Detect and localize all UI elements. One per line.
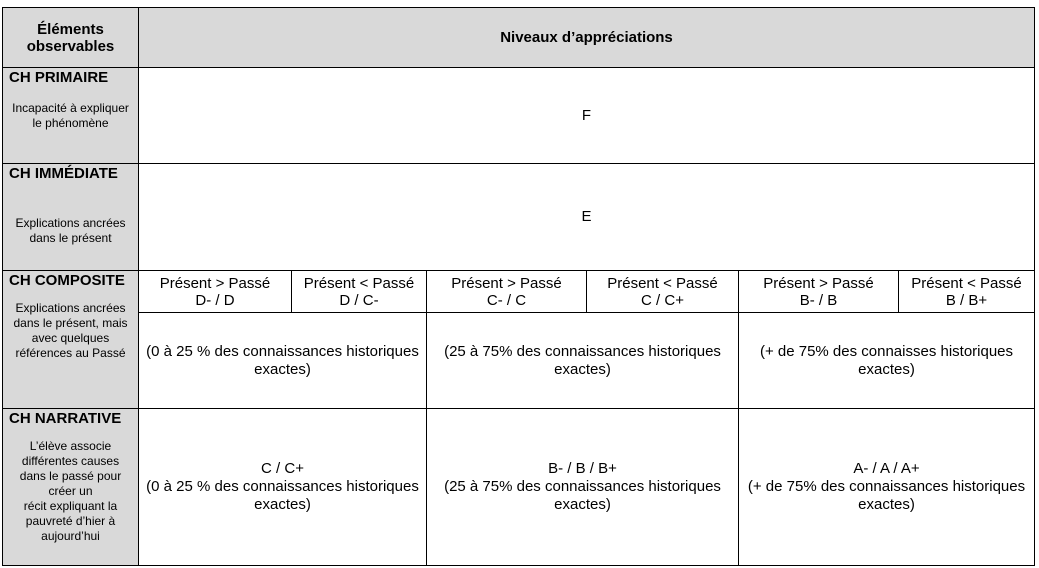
composite-range-3: (+ de 75% des connaisses historiques exactes) (739, 313, 1035, 409)
ch-composite-description: Explications ancrées dans le présent, mais avec quelques références au Passé (13, 301, 128, 360)
narrative-level-2 (427, 409, 739, 566)
ch-primaire-description: Incapacité à expliquer le phénomène (12, 101, 129, 130)
subcol-relation: Présent > Passé (763, 274, 874, 292)
row-ch-primaire (3, 68, 1035, 164)
appreciation-rubric-table (2, 7, 1035, 566)
composite-subcol-6 (899, 271, 1035, 313)
label-ch-narrative (3, 409, 139, 566)
ch-primaire-title: CH PRIMAIRE (9, 69, 109, 86)
narrative-level-1 (139, 409, 427, 566)
ch-narrative-title: CH NARRATIVE (9, 410, 122, 427)
ch-immediate-title: CH IMMÉDIATE (9, 165, 118, 182)
ch-composite-title: CH COMPOSITE (9, 272, 125, 289)
narrative-level-grades: A- / A / A+ (853, 460, 920, 477)
narrative-level-grades: B- / B / B+ (548, 460, 617, 477)
observable-elements-header: Éléments observables (3, 8, 139, 68)
ch-narrative-description-line: L’élève associe (29, 439, 112, 453)
row-ch-immediate (3, 164, 1035, 271)
subcol-relation: Présent > Passé (451, 274, 562, 292)
row-ch-composite-ranges (3, 313, 1035, 409)
label-ch-composite (3, 271, 139, 409)
composite-range-2: (25 à 75% des connaissances historiques exactes) (427, 313, 739, 409)
subcol-grades: D- / D (195, 291, 235, 309)
narrative-level-range: (25 à 75% des connaissances historiques exactes) (444, 478, 721, 513)
subcol-grades: C / C+ (641, 291, 684, 309)
narrative-level-grades: C / C+ (261, 460, 304, 477)
ch-narrative-description-line: récit expliquant la (23, 499, 118, 513)
composite-subcol-4 (587, 271, 739, 313)
subcol-grades: C- / C (486, 291, 527, 309)
ch-immediate-grade: E (139, 164, 1035, 271)
ch-narrative-description-line: dans le passé pour (19, 469, 122, 483)
subcol-relation: Présent > Passé (159, 274, 271, 292)
ch-narrative-description-line: différentes causes (21, 454, 120, 468)
narrative-level-range: (0 à 25 % des connaissances historiques exactes) (146, 478, 419, 513)
ch-immediate-description: Explications ancrées dans le présent (15, 216, 126, 245)
appreciation-levels-header: Niveaux d’appréciations (139, 8, 1035, 68)
composite-subcol-2 (292, 271, 427, 313)
subcol-relation: Présent < Passé (607, 274, 718, 292)
header-row (3, 8, 1035, 68)
subcol-relation: Présent < Passé (303, 274, 415, 292)
label-ch-immediate (3, 164, 139, 271)
subcol-grades: D / C- (339, 291, 379, 309)
composite-subcol-1 (139, 271, 292, 313)
subcol-grades: B / B+ (945, 291, 988, 309)
ch-narrative-description-line: pauvreté d’hier à (25, 514, 116, 528)
composite-subcol-5 (739, 271, 899, 313)
composite-subcol-3 (427, 271, 587, 313)
composite-range-1: (0 à 25 % des connaissances historiques exactes) (139, 313, 427, 409)
subcol-grades: B- / B (799, 291, 838, 309)
ch-narrative-description-line: aujourd’hui (41, 529, 100, 543)
row-ch-composite-relations (3, 271, 1035, 313)
subcol-relation: Présent < Passé (911, 274, 1022, 292)
ch-primaire-grade: F (139, 68, 1035, 164)
label-ch-primaire (3, 68, 139, 164)
narrative-level-range: (+ de 75% des connaissances historiques exactes) (747, 478, 1026, 513)
row-ch-narrative (3, 409, 1035, 566)
ch-narrative-description-line: créer un (48, 484, 93, 498)
narrative-level-3 (739, 409, 1035, 566)
